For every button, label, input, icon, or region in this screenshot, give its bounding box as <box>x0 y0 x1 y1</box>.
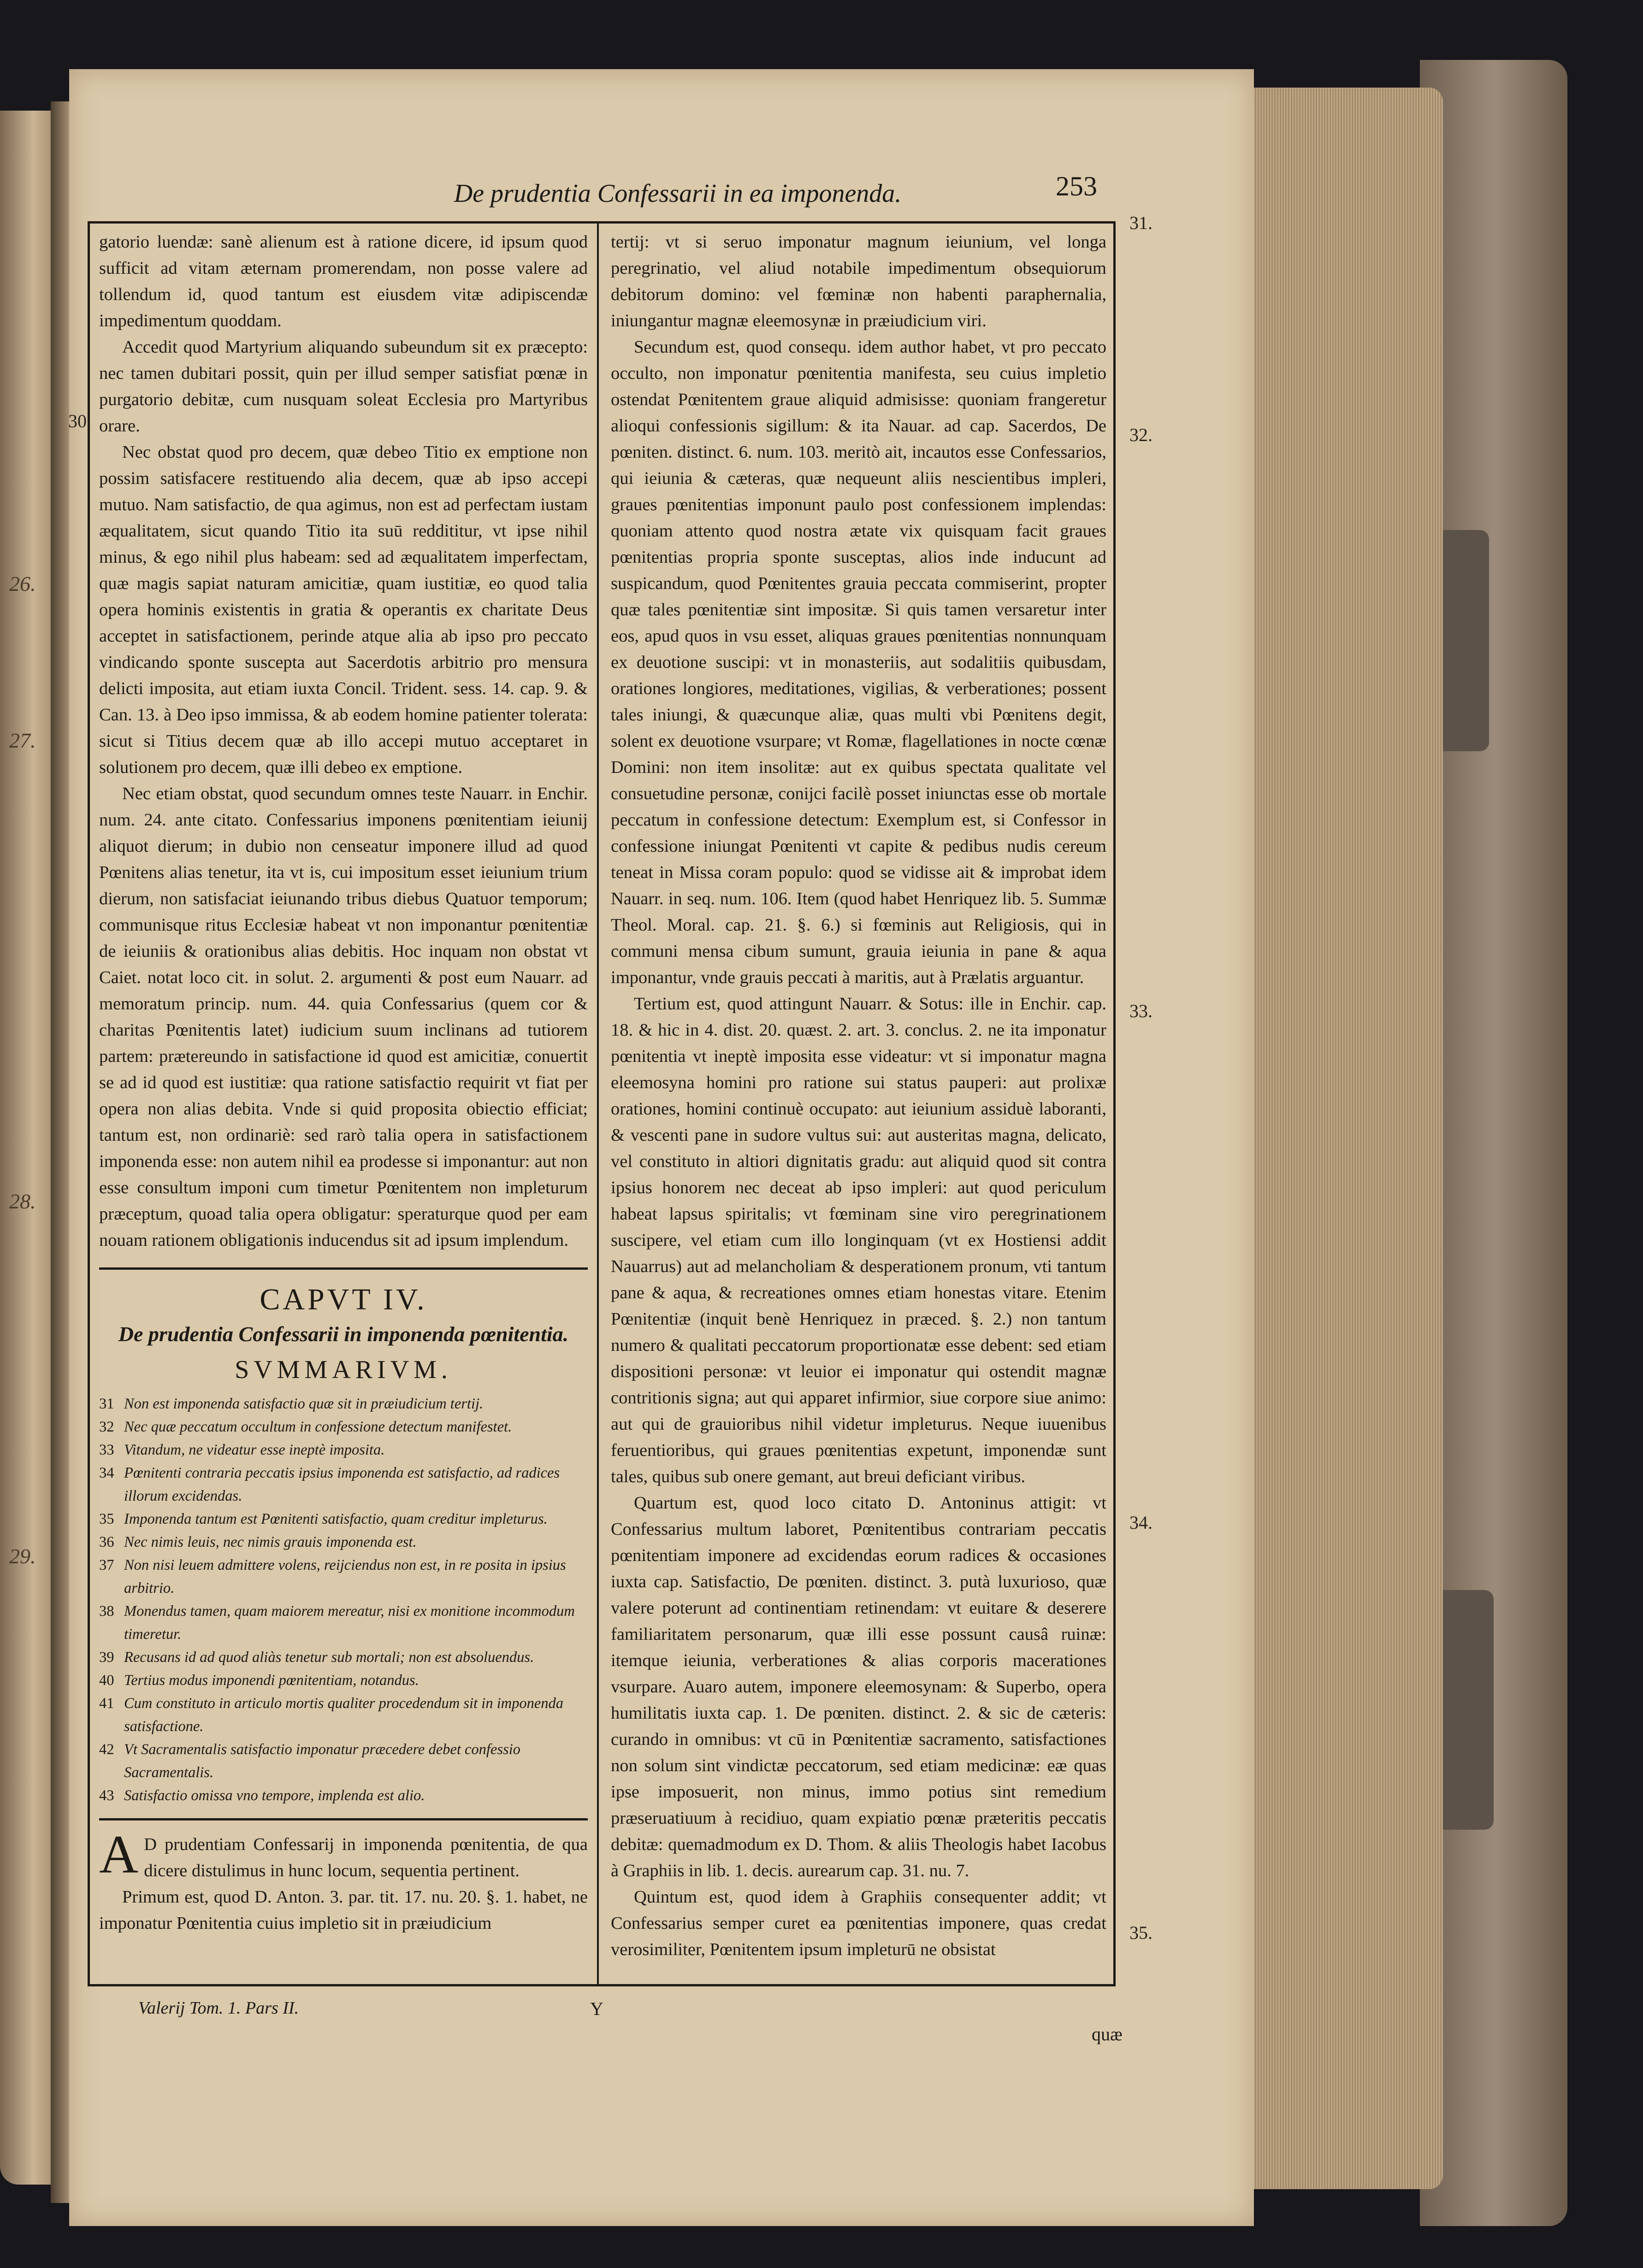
summary-item <box>99 1415 588 1438</box>
summary-item-text: Non nisi leuem admittere volens, reijciendus non est, in re posita in ipsius arbitrio. <box>124 1557 566 1596</box>
summary-item-number: 43 <box>99 1787 114 1804</box>
page-number: 253 <box>1056 171 1097 201</box>
summary-item <box>99 1554 588 1600</box>
paragraph: Quintum est, quod idem à Graphiis consequenter addit; vt Confessarius semper curet ea pœnitentias imponere, quas credat verosimiliter, Pœnitentem ipsum impleturū ne obsistat <box>611 1887 1106 1959</box>
summary-item-text: Tertius modus imponendi pœnitentiam, notandus. <box>124 1672 419 1689</box>
summary-item-number: 38 <box>99 1603 114 1620</box>
summary-item-text: Pœnitenti contraria peccatis ipsius imponenda est satisfactio, ad radices illorum excidendas. <box>124 1465 560 1504</box>
book-page <box>69 69 1254 2226</box>
paragraph: Primum est, quod D. Anton. 3. par. tit. 17. nu. 20. §. 1. habet, ne imponatur Pœnitentia cuius impletio sit in præiudicium <box>99 1887 588 1933</box>
summary-item-number: 40 <box>99 1672 114 1689</box>
summary-item-text: Vitandum, ne videatur esse ineptè imposita. <box>124 1442 385 1458</box>
chapter-intro-text: D prudentiam Confessarij in imponenda pœnitentia, de qua dicere distulimus in hunc locum, sequentia pertinent. <box>144 1835 588 1880</box>
summary-item <box>99 1600 588 1646</box>
summary-item <box>99 1392 588 1415</box>
summary-item-number: 33 <box>99 1442 114 1458</box>
margin-number: 32. <box>1129 424 1152 445</box>
summary-item-text: Satisfactio omissa vno tempore, implenda est alio. <box>124 1787 425 1804</box>
paragraph: Quartum est, quod loco citato D. Antoninus attigit: vt Confessarius multum laboret, Pœnitentibus contrariam peccatis pœnitentiam imponere ad excidendas eorum radices & occasiones iuxta cap. Satisfactio, De pœniten. distinct. 3. putà luxurioso, quæ valere poterunt ad continentiam retinendam: vt euitare & deserere familiaritatem personarum, quæ illi esse possunt causâ ruinæ: itemque ieiunia, verberationes & alias corporis macerationes vsurpare. Auaro autem, imponere eleemosynam: & Superbo, opera humilitatis iuxta cap. 1. De pœniten. distinct. 2. & sic de cæteris: curando in omnibus: vt cū in Pœnitentiæ sacramento, satisfactiones non solum sint vindictæ peccatorum, sed etiam medicinæ: eæ quas ipse imposuerit, non minus, immo potius sint remedium præseruatiuum à recidiuo, quam expiatio pœnæ præteritis peccatis debitæ: quemadmodum ex D. Thom. & aliis Theologis habet Iacobus à Graphiis in lib. 1. decis. aurearum cap. 31. nu. 7. <box>611 1493 1106 1880</box>
margin-number: 30. <box>68 411 91 431</box>
left-page-edge <box>0 111 55 2185</box>
left-column <box>99 229 588 1980</box>
summary-item <box>99 1669 588 1692</box>
text-frame <box>88 221 1116 1986</box>
chapter-intro-paragraph <box>99 1824 588 1885</box>
summary-item-text: Monendus tamen, quam maiorem mereatur, nisi ex monitione incommodum timeretur. <box>124 1603 575 1643</box>
summary-item-text: Nec quæ peccatum occultum in confessione detectum manifestet. <box>124 1419 512 1435</box>
paragraph: Accedit quod Martyrium aliquando subeundum sit ex præcepto: nec tamen dubitari possit, quin per illud semper satisfiat pœnæ in purgatorio debitæ, cum nusquam soleat Ecclesia pro Martyribus orare. <box>99 337 588 436</box>
summary-item-number: 35 <box>99 1511 114 1527</box>
summary-item-text: Recusans id ad quod aliàs tenetur sub mortali; non est absoluendus. <box>124 1649 534 1666</box>
paragraph: Nec etiam obstat, quod secundum omnes teste Nauarr. in Enchir. num. 24. ante citato. Confessarius imponens pœnitentiam ieiunij aliquot dierum; in dubio non censeatur imponere illud ad quod Pœnitens alias tenetur, ita vt is, cui impositum esset ieiunium trium dierum, non satisfaciat ieiunando tribus diebus Quatuor temporum; communisque ritus Ecclesiæ habeat vt non imponantur pœnitentiæ de ieiuniis & orationibus alias debitis. Hoc inquam non obstat vt Caiet. notat loco cit. in solut. 2. argumenti & post eum Nauarr. ad memoratum princip. num. 44. quia Confessarius (quem cor & charitas Pœnitentis latet) iudicium suum inclinans ad tutiorem partem: prætereundo in satisfactione id quod est amicitiæ, conuertit se ad id quod est iustitiæ: qua ratione satisfactio requirit vt fiat per opera non alias debita. Vnde si quid proposita obiectio efficiat; tantum est, non ordinariè: sed rarò talia opera in satisfactionem imponenda esse: non autem nihil ea prodesse si imponantur: aut non esse consultum imponi cum timetur Pœnitentem non impleturum præceptum, quoad talia opera obligatur: speraturque quod per eam nouam rationem obligationis inducendus sit ad ipsum implendum. <box>99 784 588 1250</box>
summary-heading: SVMMARIVM. <box>235 1355 452 1384</box>
drop-cap: A <box>99 1824 139 1885</box>
paragraph: Tertium est, quod attingunt Nauarr. & Sotus: ille in Enchir. cap. 18. & hic in 4. dist. 20. quæst. 2. art. 3. conclus. 2. ne ita imponatur pœnitentia vt ineptè imposita esse videatur: vt si imponatur magna eleemosyna homini pro ratione sui status pauperi: aut prolixæ orationes, homini continuè occupato: aut ieiunium assiduè laboranti, & vescenti pane in sudore vultus sui: aut austeritas magna, delicato, vel constituto in altiori dignitatis gradu: aut aliquid quod sit contra ipsius honorem nec deceat ab ipso impleri: aut quod periculum habeat lapsus spiritalis; vt fœminam sine viro peregrinationem suscipere, vel etiam cum illo longinquam (vt ex Hostiensi addit Nauarrus) aut ad melancholiam & desperationem pronum, vti tantum pane & aqua, & recreationes omnes etiam honestas vitare. Etenim Pœnitentiæ (inquit benè Henriquez in præced. §. 2.) non tantum numero & qualitati peccatorum proportionatæ esse debent: sed etiam dispositioni personæ: vt leuior ei imponatur qui ostendit magnæ contritionis signa; aut qui apparet infirmior, siue corpore siue animo: aut qui de grauioribus nihil videtur impleturus. Neque iuuenibus feruentioribus, qui graues pœnitentias expetunt, imponendæ sunt tales, quibus sub onere gemant, aut breui deficiant viribus. <box>611 994 1106 1486</box>
margin-number: 35. <box>1129 1922 1152 1943</box>
chapter-subtitle: De prudentia Confessarii in imponenda pœnitentia. <box>118 1322 569 1346</box>
paragraph: Secundum est, quod consequ. idem author habet, vt pro peccato occulto, non imponatur pœnitentia manifesta, seu cuius impletio ostendat Pœnitentem graue aliquid admisisse: quoniam frangeretur alioqui confessionis sigillum: & ita Nauar. ad cap. Sacerdos, De pœniten. distinct. 6. num. 103. meritò ait, incautos esse Confessarios, qui ieiunia & cæteras, quæ nequeunt aliis nescientibus impleri, graues pœnitentias imponunt paulo post confessionem implendas: quoniam attento quod nostra ætate vix quisquam facit graues pœnitentias propria sponte susceptas, alios inde inducunt ad suspicandum, quod Pœnitentes grauia peccata commiserint, propter quæ tales pœnitentiæ sint impositæ. Si quis tamen versaretur inter eos, apud quos in vsu esset, aliquas graues pœnitentias nonnunquam ex deuotione suscipi: vt in monasteriis, aut sodalitiis quibusdam, orationes longiores, meditationes, vigilias, & verberationes; possent tales iniungi, & quæcunque aliæ, quas multi vbi Pœnitens degit, solent ex deuotione vsurpare; vt Romæ, flagellationes in nocte cœnæ Domini: non item insolitæ: aut ex quibus spectata qualitate vel consuetudine personæ, conijci facilè posset iniunctas esse ob mortale peccatum in confessione detectum: Exemplum est, si Confessor in confessione iniungat Pœnitenti vt capite & pedibus nudis cereum teneat in Missa coram populo: quod se vidisse ait & improbat idem Nauarr. in seq. num. 106. Item (quod habet Henriquez lib. 5. Summæ Theol. Moral. cap. 21. §. 6.) si fœminis aut Religiosis, qui in communi mensa cibum sumunt, grauia ieiunia in pane & aqua imponantur, vnde grauis peccati à maritis, aut à Prælatis arguantur. <box>611 337 1106 987</box>
summary-item <box>99 1508 588 1531</box>
summary-item-number: 37 <box>99 1557 114 1573</box>
page-block-edges <box>1245 88 1443 2189</box>
summary-item-number: 42 <box>99 1741 114 1758</box>
summary-item <box>99 1531 588 1554</box>
summary-item-number: 31 <box>99 1396 114 1412</box>
summary-item-text: Cum constituto in articulo mortis qualiter procedendum sit in imponenda satisfactione. <box>124 1695 563 1735</box>
left-page-margin-number: 27. <box>9 729 36 752</box>
summary-item <box>99 1784 588 1807</box>
column-rule <box>597 224 599 1984</box>
summary-item <box>99 1646 588 1669</box>
paragraph: tertij: vt si seruo imponatur magnum ieiunium, vel longa peregrinatio, vel aliud notabile impedimentum obsequiorum debitorum domino: vel fœminæ non habenti paraphernalia, iniungantur magnæ eleemosynæ in præiudicium viri. <box>611 232 1106 330</box>
summary-item <box>99 1738 588 1784</box>
left-page-margin-number: 28. <box>9 1190 36 1213</box>
left-page-margin-number: 26. <box>9 572 36 595</box>
summary-item-text: Nec nimis leuis, nec nimis grauis imponenda est. <box>124 1534 417 1550</box>
summary-item-text: Imponenda tantum est Pœnitenti satisfactio, quam creditur impleturus. <box>124 1511 548 1527</box>
paragraph: gatorio luendæ: sanè alienum est à ratione dicere, id ipsum quod sufficit ad vitam æternam promerendam, non posse valere ad tollendum id, quod tantum est eiusdem vitæ adipiscendæ impedimentum quoddam. <box>99 232 588 330</box>
summary-list <box>99 1392 588 1807</box>
paragraph: Nec obstat quod pro decem, quæ debeo Titio ex emptione non possim satisfacere restituendo alia decem, quæ ab ipso accepi mutuo. Nam satisfactio, de qua agimus, non est ad perfectam iustam æqualitatem, sicut quando Titio ita suū reddititur, vt ipse nihil minus, & ego nihil plus habeam: sed ad æqualitatem imperfectam, quæ magis sapiat naturam amicitiæ, quam iustitiæ, eo quod talia opera hominis existentis in gratia & operantis ex charitate Deus acceptet in satisfactionem, perinde atque alia ab ipso pro peccato vindicando sponte suscepta aut Sacerdotis arbitrio pro mensura delicti imposita, aut etiam iuxta Concil. Trident. sess. 14. cap. 9. & Can. 13. à Deo ipso immissa, & ab eodem homine patienter tolerata: sicut si Titius decem quæ ab illo accepi mutuo acceptaret in solutionem pro decem, quæ illi debeo ex emptione. <box>99 442 588 777</box>
summary-item-text: Vt Sacramentalis satisfactio imponatur præcedere debet confessio Sacramentalis. <box>124 1741 520 1781</box>
summary-item-number: 34 <box>99 1465 114 1481</box>
signature-mark: Y <box>590 1998 603 2019</box>
summary-item-number: 39 <box>99 1649 114 1666</box>
catchword: quæ <box>1092 2024 1123 2044</box>
left-page-margin-number: 29. <box>9 1544 36 1568</box>
summary-item-number: 41 <box>99 1695 114 1712</box>
summary-item <box>99 1438 588 1461</box>
right-column <box>611 229 1106 1980</box>
summary-item-number: 36 <box>99 1534 114 1550</box>
running-head: De prudentia Confessarii in ea imponenda. <box>454 179 902 208</box>
summary-item <box>99 1692 588 1738</box>
margin-number: 31. <box>1129 212 1152 233</box>
chapter-heading-block <box>99 1267 588 1820</box>
margin-number: 34. <box>1129 1512 1152 1533</box>
summary-item-text: Non est imponenda satisfactio quæ sit in præiudicium tertij. <box>124 1396 484 1412</box>
margin-number: 33. <box>1129 1001 1152 1021</box>
summary-item <box>99 1461 588 1508</box>
chapter-title: CAPVT IV. <box>260 1283 427 1316</box>
summary-item-number: 32 <box>99 1419 114 1435</box>
footer-label: Valerij Tom. 1. Pars II. <box>138 1998 299 2018</box>
